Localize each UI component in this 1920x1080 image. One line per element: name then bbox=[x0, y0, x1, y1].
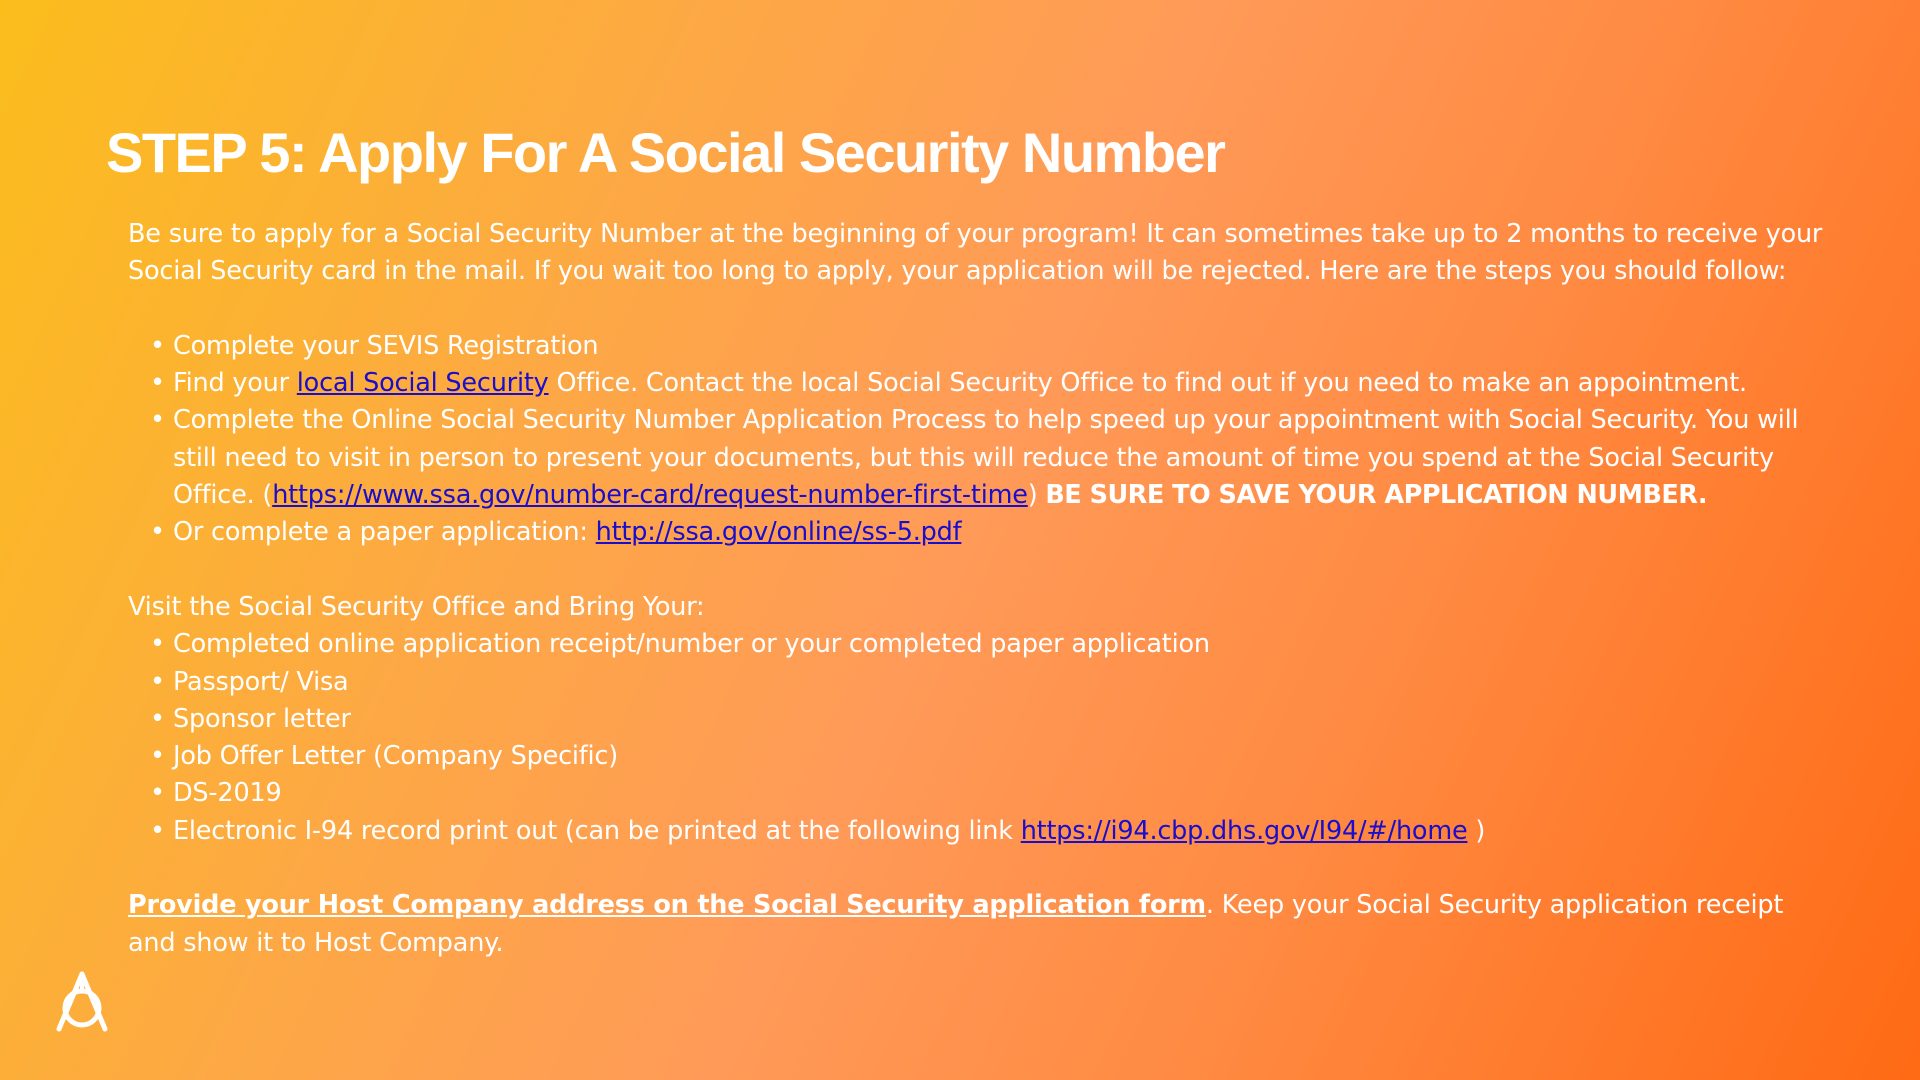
step-paper-application bbox=[128, 514, 1828, 551]
host-company-note bbox=[128, 887, 1828, 962]
bring-item-text: Electronic I-94 record print out (can be printed at the following link bbox=[173, 815, 1021, 846]
bring-item: • DS-2019 bbox=[128, 775, 1828, 812]
step-text: Complete your SEVIS Registration bbox=[173, 330, 599, 361]
bring-heading: Visit the Social Security Office and Bring Your: bbox=[128, 591, 705, 622]
spacer bbox=[128, 552, 1828, 589]
logo-mark-icon bbox=[56, 970, 108, 1032]
intro-paragraph: Be sure to apply for a Social Security Number at the beginning of your program! It can sometimes take up to 2 months to receive your Social Security card in the mail. If you wait too long to apply, your application will be rejected. Here are the steps you should follow: bbox=[128, 219, 1823, 287]
organization-logo-icon bbox=[56, 970, 108, 1032]
steps-list bbox=[128, 328, 1828, 552]
note-text: . Keep your Social Security application receipt and show it to Host Company. bbox=[128, 890, 1784, 958]
ssa-online-application-link[interactable]: https://www.ssa.gov/number-card/request-number-first-time bbox=[272, 480, 1028, 511]
step-find-office bbox=[128, 365, 1828, 402]
bring-item: • Sponsor letter bbox=[128, 701, 1828, 738]
bring-item-i94 bbox=[128, 813, 1828, 850]
bring-item: • Passport/ Visa bbox=[128, 664, 1828, 701]
bring-item-text: ) bbox=[1467, 815, 1486, 846]
step-text: Complete the Online Social Security Number Application Process to help speed up your appointment with Social Security. You will still need to visit in person to present your documents, but this will reduce the amount of time you spend at the Social Security Office. ( bbox=[173, 405, 1799, 511]
page-title: STEP 5: Apply For A Social Security Number bbox=[106, 121, 1225, 184]
i94-record-link[interactable]: https://i94.cbp.dhs.gov/I94/#/home bbox=[1020, 815, 1468, 846]
step-sevis-registration bbox=[128, 328, 1828, 365]
local-social-security-link[interactable]: local Social Security bbox=[296, 368, 549, 399]
spacer bbox=[128, 291, 1828, 328]
step-text: Or complete a paper application: bbox=[173, 517, 596, 548]
save-application-number-warning: BE SURE TO SAVE YOUR APPLICATION NUMBER. bbox=[1045, 480, 1708, 511]
bring-item: • Job Offer Letter (Company Specific) bbox=[128, 738, 1828, 775]
host-company-address-instruction: Provide your Host Company address on the Social Security application form bbox=[128, 890, 1206, 921]
step-text: Office. Contact the local Social Security Office to find out if you need to make an appointment. bbox=[548, 368, 1747, 399]
step-text: ) bbox=[1027, 480, 1046, 511]
bring-item: • Completed online application receipt/number or your completed paper application bbox=[128, 626, 1828, 663]
bring-list bbox=[128, 626, 1828, 850]
spacer bbox=[128, 850, 1828, 887]
content-body bbox=[128, 216, 1828, 962]
ss5-pdf-link[interactable]: http://ssa.gov/online/ss-5.pdf bbox=[595, 517, 962, 548]
step-online-application bbox=[128, 402, 1828, 514]
step-text: Find your bbox=[173, 368, 297, 399]
